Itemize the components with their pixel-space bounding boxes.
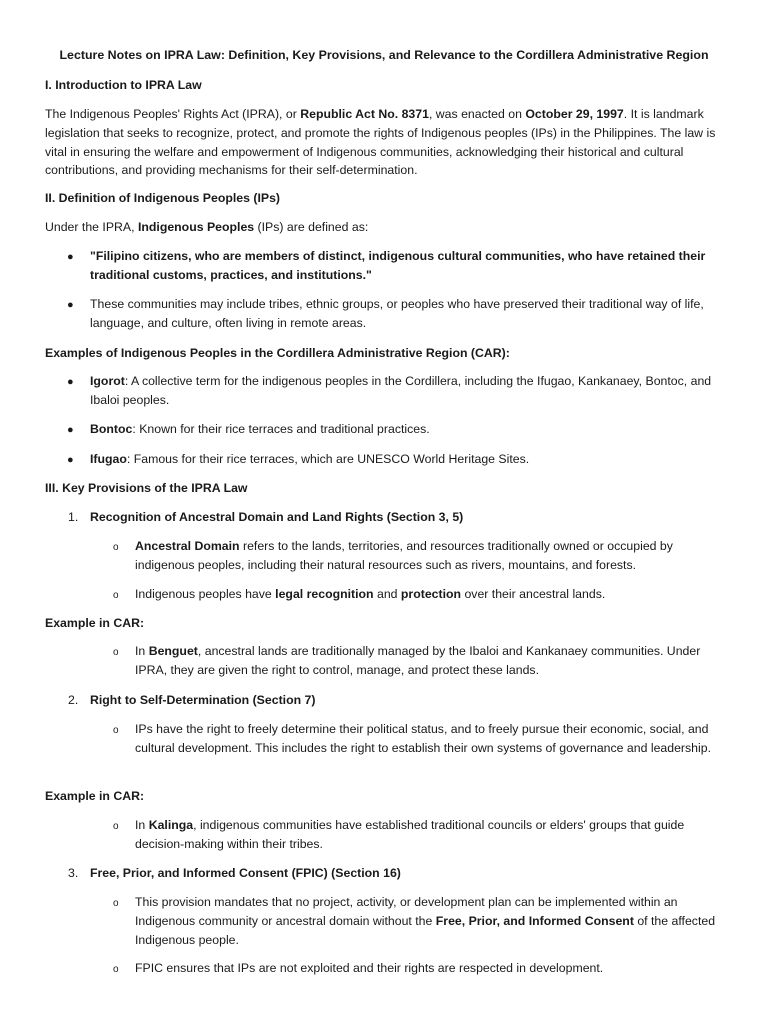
example-item: [90, 372, 730, 410]
text: of the affected Indigenous people.: [135, 913, 716, 947]
bullet-icon: ●: [67, 376, 74, 388]
circle-bullet-icon: o: [113, 821, 119, 832]
circle-bullet-icon: o: [113, 647, 119, 658]
circle-bullet-icon: o: [113, 590, 119, 601]
circle-bullet-icon: o: [113, 898, 119, 909]
text: , ancestral lands are traditionally managed by the Ibaloi and Kankanaey communities. Under IPRA, they are given the right to control, manage, and protect these lands.: [135, 644, 701, 677]
example-text: : Famous for their rice terraces, which are UNESCO World Heritage Sites.: [126, 452, 530, 466]
text: , indigenous communities have established traditional councils or elders' groups that guide decision-making within their tribes.: [135, 818, 685, 851]
term: protection: [400, 587, 462, 601]
example-item: [90, 420, 730, 439]
republic-act-number: Republic Act No. 8371: [300, 107, 429, 121]
example-text: : Known for their rice terraces and traditional practices.: [132, 422, 430, 436]
intro-paragraph: [45, 105, 735, 180]
example-in-car-heading: Example in CAR:: [45, 616, 145, 630]
document-title: Lecture Notes on IPRA Law: Definition, Key Provisions, and Relevance to the Cordillera Administrative Region: [59, 48, 709, 62]
list-number: 2.: [68, 693, 79, 707]
text: This provision mandates that no project, activity, or development plan can be implemented within an Indigenous community or ancestral domain without the: [135, 895, 678, 928]
section-2-heading: II. Definition of Indigenous Peoples (IPs): [45, 191, 281, 205]
term: Free, Prior, and Informed Consent: [435, 913, 634, 928]
intro-text-e: . It is landmark legislation that seeks to recognize, protect, and promote the rights of Indigenous peoples (IPs) in the Philippines. The law is vital in ensuring the welfare and empowerment of Indigenous communities, acknowledging their historical and cultural contributions, and providing mechanisms for their self-determination.: [45, 107, 716, 178]
list-number: 3.: [68, 866, 79, 880]
text: In: [135, 644, 149, 658]
definition-intro: [45, 218, 735, 237]
provision-3-point-2: FPIC ensures that IPs are not exploited and their rights are respected in development.: [135, 961, 604, 975]
provision-2-example: [135, 816, 725, 854]
definition-quote: "Filipino citizens, who are members of distinct, indigenous cultural communities, who have retained their traditional customs, practices, and institutions.": [90, 249, 706, 282]
definition-bullet-2: These communities may include tribes, ethnic groups, or peoples who have preserved their traditional way of life, language, and culture, often living in remote areas.: [90, 297, 704, 330]
example-in-car-heading: Example in CAR:: [45, 789, 145, 803]
example-name: Bontoc: [90, 422, 133, 436]
intro-text-a: The Indigenous Peoples' Rights Act (IPRA), or: [45, 107, 301, 121]
term: legal recognition: [275, 587, 374, 601]
definition-intro-c: (IPs) are defined as:: [254, 220, 369, 234]
text: In: [135, 818, 149, 832]
circle-bullet-icon: o: [113, 964, 119, 975]
provision-3-title: Free, Prior, and Informed Consent (FPIC) (Section 16): [90, 866, 401, 880]
bullet-icon: ●: [67, 299, 74, 311]
bullet-icon: ●: [67, 454, 74, 466]
section-1-heading: I. Introduction to IPRA Law: [45, 78, 202, 92]
text: Indigenous peoples have: [135, 587, 276, 601]
place-name: Benguet: [148, 644, 198, 658]
example-item: [90, 450, 730, 469]
circle-bullet-icon: o: [113, 542, 119, 553]
provision-2-point-1: IPs have the right to freely determine their political status, and to freely pursue their economic, social, and cultural development. This includes the right to establish their own systems of governance and leadership.: [135, 722, 711, 755]
example-name: Ifugao: [90, 452, 127, 466]
definition-intro-a: Under the IPRA,: [45, 220, 138, 234]
provision-3-point-1: [135, 893, 725, 949]
provision-2-title: Right to Self-Determination (Section 7): [90, 693, 316, 707]
term: Ancestral Domain: [135, 539, 240, 553]
example-text: : A collective term for the indigenous peoples in the Cordillera, including the Ifugao, Kankanaey, Bontoc, and Ibaloi peoples.: [90, 374, 712, 407]
examples-heading: Examples of Indigenous Peoples in the Cordillera Administrative Region (CAR):: [45, 346, 510, 360]
text: over their ancestral lands.: [461, 587, 606, 601]
list-number: 1.: [68, 510, 79, 524]
provision-1-point-1: [135, 537, 725, 575]
provision-1-example: [135, 642, 725, 680]
place-name: Kalinga: [148, 818, 194, 832]
circle-bullet-icon: o: [113, 725, 119, 736]
bullet-icon: ●: [67, 251, 74, 263]
text: refers to the lands, territories, and resources traditionally owned or occupied by indigenous peoples, including their natural resources such as rivers, mountains, and forests.: [135, 539, 673, 572]
section-3-heading: III. Key Provisions of the IPRA Law: [45, 481, 248, 495]
enactment-date: October 29, 1997: [525, 107, 624, 121]
text: and: [373, 587, 401, 601]
provision-1-title: Recognition of Ancestral Domain and Land Rights (Section 3, 5): [90, 510, 464, 524]
intro-text-c: , was enacted on: [428, 107, 526, 121]
bullet-icon: ●: [67, 424, 74, 436]
example-name: Igorot: [90, 374, 125, 388]
definition-intro-term: Indigenous Peoples: [137, 220, 255, 234]
provision-1-point-2: [135, 585, 725, 604]
